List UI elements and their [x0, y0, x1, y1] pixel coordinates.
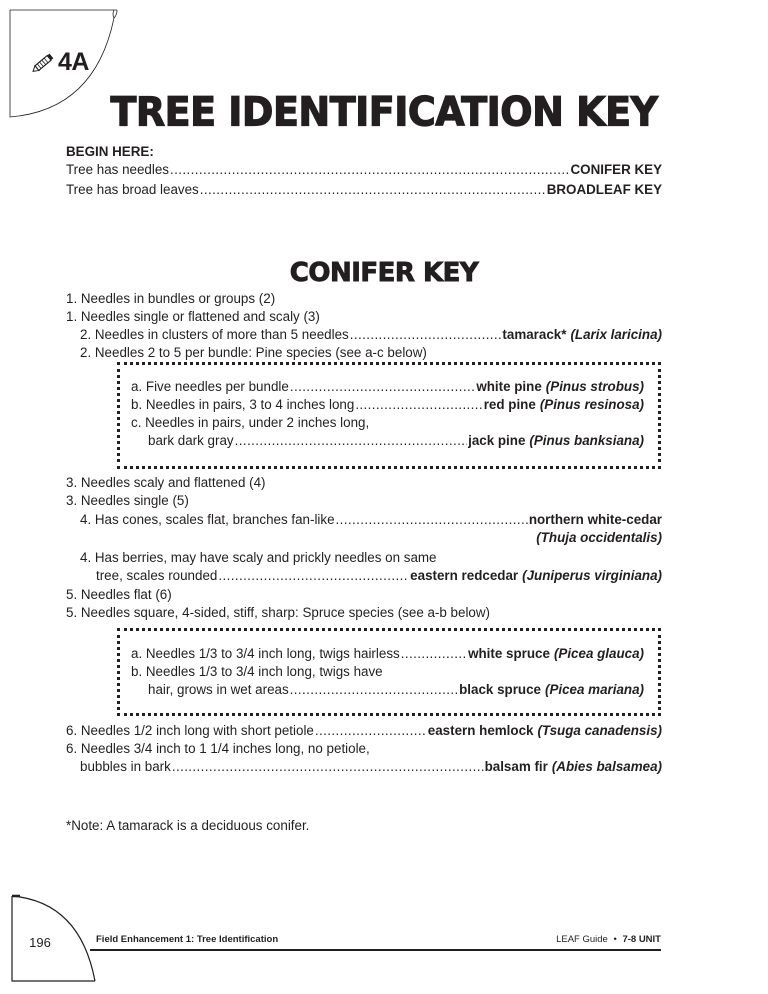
begin-item-broad-leaves: Tree has broad leaves ..... BROADLEAF KEY [66, 181, 662, 199]
step-4b: 4. Has berries, may have scaly and prickly needles on same [80, 550, 437, 565]
dot-leader [401, 645, 467, 663]
dot-leader [170, 161, 570, 179]
step-5b: 5. Needles square, 4-sided, stiff, sharp: Spruce species (see a-b below) [66, 605, 491, 620]
pine-c: c. Needles in pairs, under 2 inches long, [131, 415, 370, 430]
begin-item-needles: Tree has needles ..... CONIFER KEY [66, 161, 662, 179]
species-name: northern white-cedar [528, 512, 662, 527]
page-title: TREE IDENTIFICATION KEY [110, 88, 658, 136]
pine-b: b. Needles in pairs, 3 to 4 inches long ..... red pine (Pinus resinosa) [131, 396, 644, 414]
footer-rule [90, 949, 661, 951]
scientific-name: (Pinus resinosa) [539, 397, 644, 412]
conifer-key-title: CONIFER KEY [289, 258, 479, 288]
dot-leader [290, 681, 458, 699]
species-name: eastern hemlock [427, 723, 534, 738]
step-6a: 6. Needles 1/2 inch long with short petiole ..... eastern hemlock (Tsuga canadensis) [66, 722, 662, 740]
pine-a: a. Five needles per bundle ..... white pine (Pinus strobus) [131, 378, 644, 396]
scientific-name: (Picea mariana) [545, 682, 644, 697]
step-6b: 6. Needles 3/4 inch to 1 1/4 inches long, no petiole, [66, 741, 370, 756]
footer-guide-name: LEAF Guide [556, 934, 608, 945]
step-4b-cont: tree, scales rounded ..... eastern redcedar (Juniperus virginiana) [96, 567, 662, 585]
spruce-a: a. Needles 1/3 to 3/4 inch long, twigs hairless ..... white spruce (Picea glauca) [131, 645, 644, 663]
broadleaf-key-link[interactable]: BROADLEAF KEY [546, 182, 662, 197]
dot-leader [315, 722, 427, 740]
species-name: black spruce [459, 682, 541, 697]
dot-leader [235, 432, 468, 450]
step-3a: 3. Needles scaly and flattened (4) [66, 475, 266, 490]
dot-leader [350, 326, 502, 344]
dot-leader [355, 396, 482, 414]
species-name: white pine [476, 379, 542, 394]
pine-c-cont: bark dark gray ..... jack pine (Pinus banksiana) [148, 432, 644, 450]
scientific-name: (Abies balsamea) [551, 759, 662, 774]
spruce-b: b. Needles 1/3 to 3/4 inch long, twigs have [131, 664, 383, 679]
scientific-name: (Thuja occidentalis) [536, 530, 662, 545]
dot-leader [290, 378, 475, 396]
step-4a: 4. Has cones, scales flat, branches fan-like ..... northern white-cedar [80, 511, 662, 529]
step-1a: 1. Needles in bundles or groups (2) [66, 291, 276, 306]
species-name: jack pine [468, 433, 526, 448]
section-number: 4A [58, 48, 89, 76]
species-name: red pine [483, 397, 536, 412]
bullet-separator: • [613, 934, 617, 945]
step-1b: 1. Needles single or flattened and scaly (3) [66, 309, 320, 324]
step-6b-cont: bubbles in bark ..... balsam fir (Abies balsamea) [80, 758, 662, 776]
scientific-name: (Picea glauca) [553, 646, 644, 661]
step-5a: 5. Needles flat (6) [66, 587, 172, 602]
section-label [30, 48, 89, 77]
footer-unit: 7-8 UNIT [622, 934, 661, 945]
spruce-b-cont: hair, grows in wet areas ..... black spruce (Picea mariana) [148, 681, 644, 699]
step-4a-sci [80, 529, 662, 547]
scientific-name: (Pinus strobus) [545, 379, 644, 394]
species-name: eastern redcedar [410, 568, 519, 583]
footer-guide-label [520, 934, 661, 945]
begin-heading: BEGIN HERE: [66, 144, 154, 159]
footer-section-title: Field Enhancement 1: Tree Identification [96, 934, 279, 945]
species-name: white spruce [468, 646, 550, 661]
species-name: balsam fir [484, 759, 548, 774]
step-3b: 3. Needles single (5) [66, 493, 189, 508]
step-2b: 2. Needles 2 to 5 per bundle: Pine species (see a-c below) [80, 345, 427, 360]
dot-leader [172, 758, 484, 776]
step-2a: 2. Needles in clusters of more than 5 needles ..... tamarack* (Larix laricina) [80, 326, 662, 344]
dot-leader [336, 511, 528, 529]
scientific-name: (Juniperus virginiana) [522, 568, 662, 583]
dot-leader [218, 567, 409, 585]
scientific-name: (Larix laricina) [570, 327, 662, 342]
conifer-key-link[interactable]: CONIFER KEY [570, 162, 662, 177]
species-name: tamarack* [502, 327, 567, 342]
page-number: 196 [29, 935, 51, 950]
scientific-name: (Pinus banksiana) [529, 433, 644, 448]
scientific-name: (Tsuga canadensis) [537, 723, 662, 738]
pencil-icon [30, 51, 56, 75]
dot-leader [200, 181, 546, 199]
tamarack-note: *Note: A tamarack is a deciduous conifer. [66, 818, 310, 833]
